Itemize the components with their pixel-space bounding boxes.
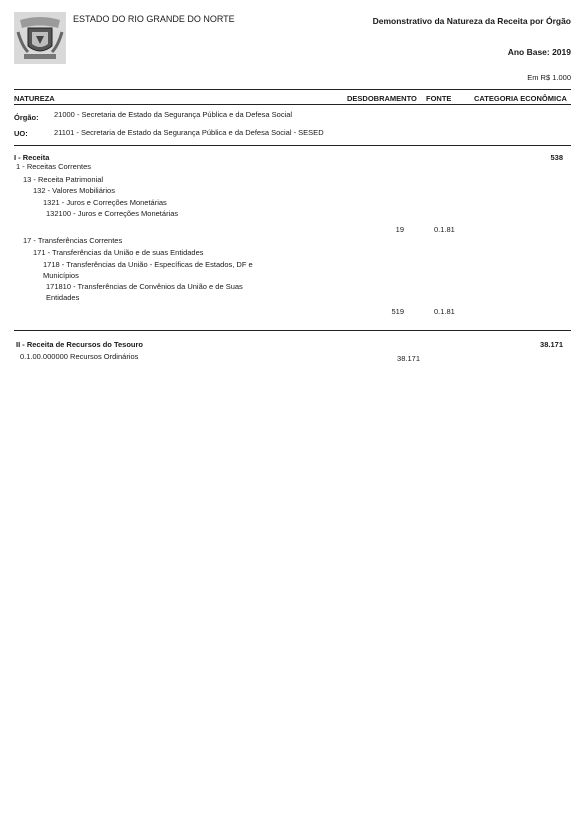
list-item: 132100 - Juros e Correções Monetárias (46, 209, 179, 218)
desdobramento-value: 38.171 (397, 354, 420, 363)
uo-label: UO: (14, 129, 28, 138)
desdobramento-value: 519 (391, 307, 404, 316)
orgao-label: Órgão: (14, 113, 39, 122)
list-item: 17 - Transferências Correntes (23, 236, 123, 245)
list-item: 171 - Transferências da União e de suas Entidades (33, 248, 204, 257)
orgao-section-rule (14, 145, 571, 146)
list-item: 0.1.00.000000 Recursos Ordinários (20, 352, 139, 361)
column-desdobramento: DESDOBRAMENTO (347, 94, 417, 103)
list-item: 1 - Receitas Correntes (16, 162, 92, 171)
list-item: 1321 - Juros e Correções Monetárias (43, 198, 167, 207)
list-item: 171810 - Transferências de Convênios da União e de Suas Entidades (46, 282, 243, 302)
orgao-value: 21000 - Secretaria de Estado da Segurança Pública e da Defesa Social (54, 110, 293, 119)
column-natureza: NATUREZA (14, 94, 55, 103)
column-fonte: FONTE (426, 94, 452, 103)
column-categoria-economica: CATEGORIA ECONÔMICA (474, 94, 567, 103)
state-name: ESTADO DO RIO GRANDE DO NORTE (73, 14, 235, 24)
header-bottom-rule (14, 104, 571, 105)
fonte-value: 0.1.81 (434, 307, 455, 316)
tesouro-total: 38.171 (540, 340, 563, 349)
state-coat-of-arms-logo (14, 12, 66, 64)
currency-unit: Em R$ 1.000 (527, 73, 571, 82)
tesouro-section-rule (14, 330, 571, 331)
base-year: Ano Base: 2019 (507, 47, 571, 57)
desdobramento-value: 19 (395, 225, 404, 234)
receita-section-title: I - Receita (14, 153, 50, 162)
fonte-value: 0.1.81 (434, 225, 455, 234)
list-item: 13 - Receita Patrimonial (23, 175, 104, 184)
uo-value: 21101 - Secretaria de Estado da Segurança Pública e da Defesa Social - SESED (54, 128, 324, 137)
list-item: 1718 - Transferências da União - Específicas de Estados, DF e Municípios (43, 260, 253, 280)
list-item: 132 - Valores Mobiliários (33, 186, 115, 195)
header-top-rule (14, 89, 571, 90)
receita-total: 538 (550, 153, 563, 162)
report-title: Demonstrativo da Natureza da Receita por Órgão (372, 16, 571, 26)
tesouro-section-title: II - Receita de Recursos do Tesouro (16, 340, 143, 349)
